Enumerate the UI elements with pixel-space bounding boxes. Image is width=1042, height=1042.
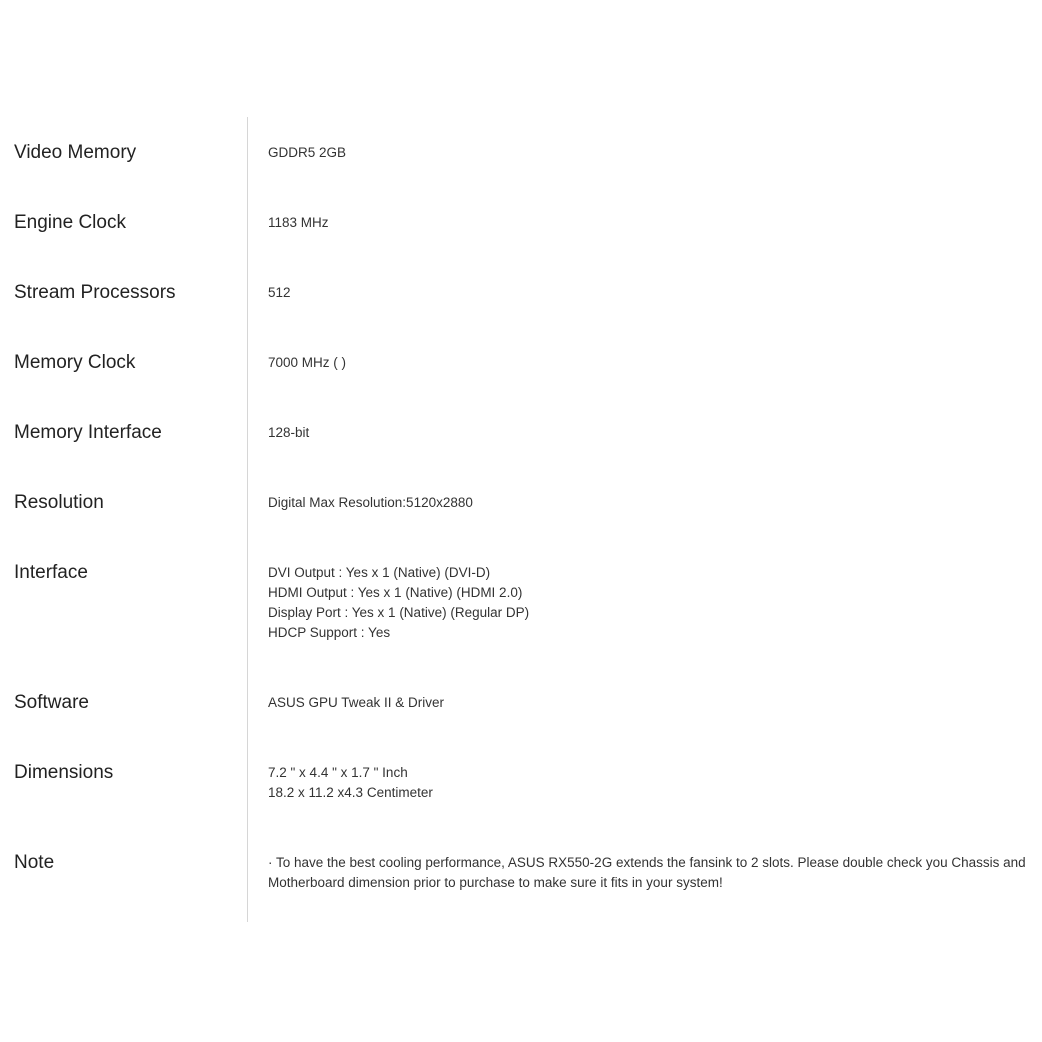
- spec-value-line: Digital Max Resolution:5120x2880: [268, 495, 473, 510]
- spec-label-video-memory: Video Memory: [14, 142, 137, 163]
- spec-label-software: Software: [14, 692, 89, 713]
- spec-value-line: 512: [268, 285, 291, 300]
- spec-value-interface: [268, 563, 529, 643]
- spec-value-line: Motherboard dimension prior to purchase to make sure it fits in your system!: [268, 875, 723, 890]
- spec-value-line: 18.2 x 11.2 x4.3 Centimeter: [268, 785, 433, 800]
- spec-label-memory-interface: Memory Interface: [14, 422, 162, 443]
- spec-value-dimensions: [268, 763, 433, 803]
- spec-value-line: 7000 MHz ( ): [268, 355, 347, 370]
- spec-value-line: ASUS GPU Tweak II & Driver: [268, 695, 445, 710]
- spec-value-memory-interface: [268, 423, 309, 443]
- spec-label-resolution: Resolution: [14, 492, 104, 513]
- spec-label-stream-processors: Stream Processors: [14, 282, 176, 303]
- spec-value-video-memory: [268, 143, 346, 163]
- spec-label-dimensions: Dimensions: [14, 762, 114, 783]
- spec-value-line: HDMI Output : Yes x 1 (Native) (HDMI 2.0): [268, 585, 523, 600]
- spec-value-note: [268, 853, 1042, 893]
- spec-value-line: 7.2 " x 4.4 " x 1.7 " Inch: [268, 765, 408, 780]
- spec-value-memory-clock: [268, 353, 346, 373]
- spec-label-interface: Interface: [14, 562, 88, 583]
- spec-value-line: Display Port : Yes x 1 (Native) (Regular DP): [268, 605, 530, 620]
- spec-value-line: DVI Output : Yes x 1 (Native) (DVI-D): [268, 565, 491, 580]
- spec-value-line: GDDR5 2GB: [268, 145, 347, 160]
- spec-value-line: 1183 MHz: [268, 215, 329, 230]
- spec-value-line: · To have the best cooling performance, ASUS RX550-2G extends the fansink to 2 slots. Please double check you Chassis and: [268, 855, 1026, 870]
- spec-value-engine-clock: [268, 213, 329, 233]
- spec-label-engine-clock: Engine Clock: [14, 212, 126, 233]
- column-divider: [247, 117, 248, 922]
- spec-value-line: HDCP Support : Yes: [268, 625, 391, 640]
- spec-value-software: [268, 693, 444, 713]
- spec-value-stream-processors: [268, 283, 291, 303]
- spec-value-line: 128-bit: [268, 425, 310, 440]
- spec-value-resolution: [268, 493, 473, 513]
- spec-label-note: Note: [14, 852, 55, 873]
- spec-label-memory-clock: Memory Clock: [14, 352, 136, 373]
